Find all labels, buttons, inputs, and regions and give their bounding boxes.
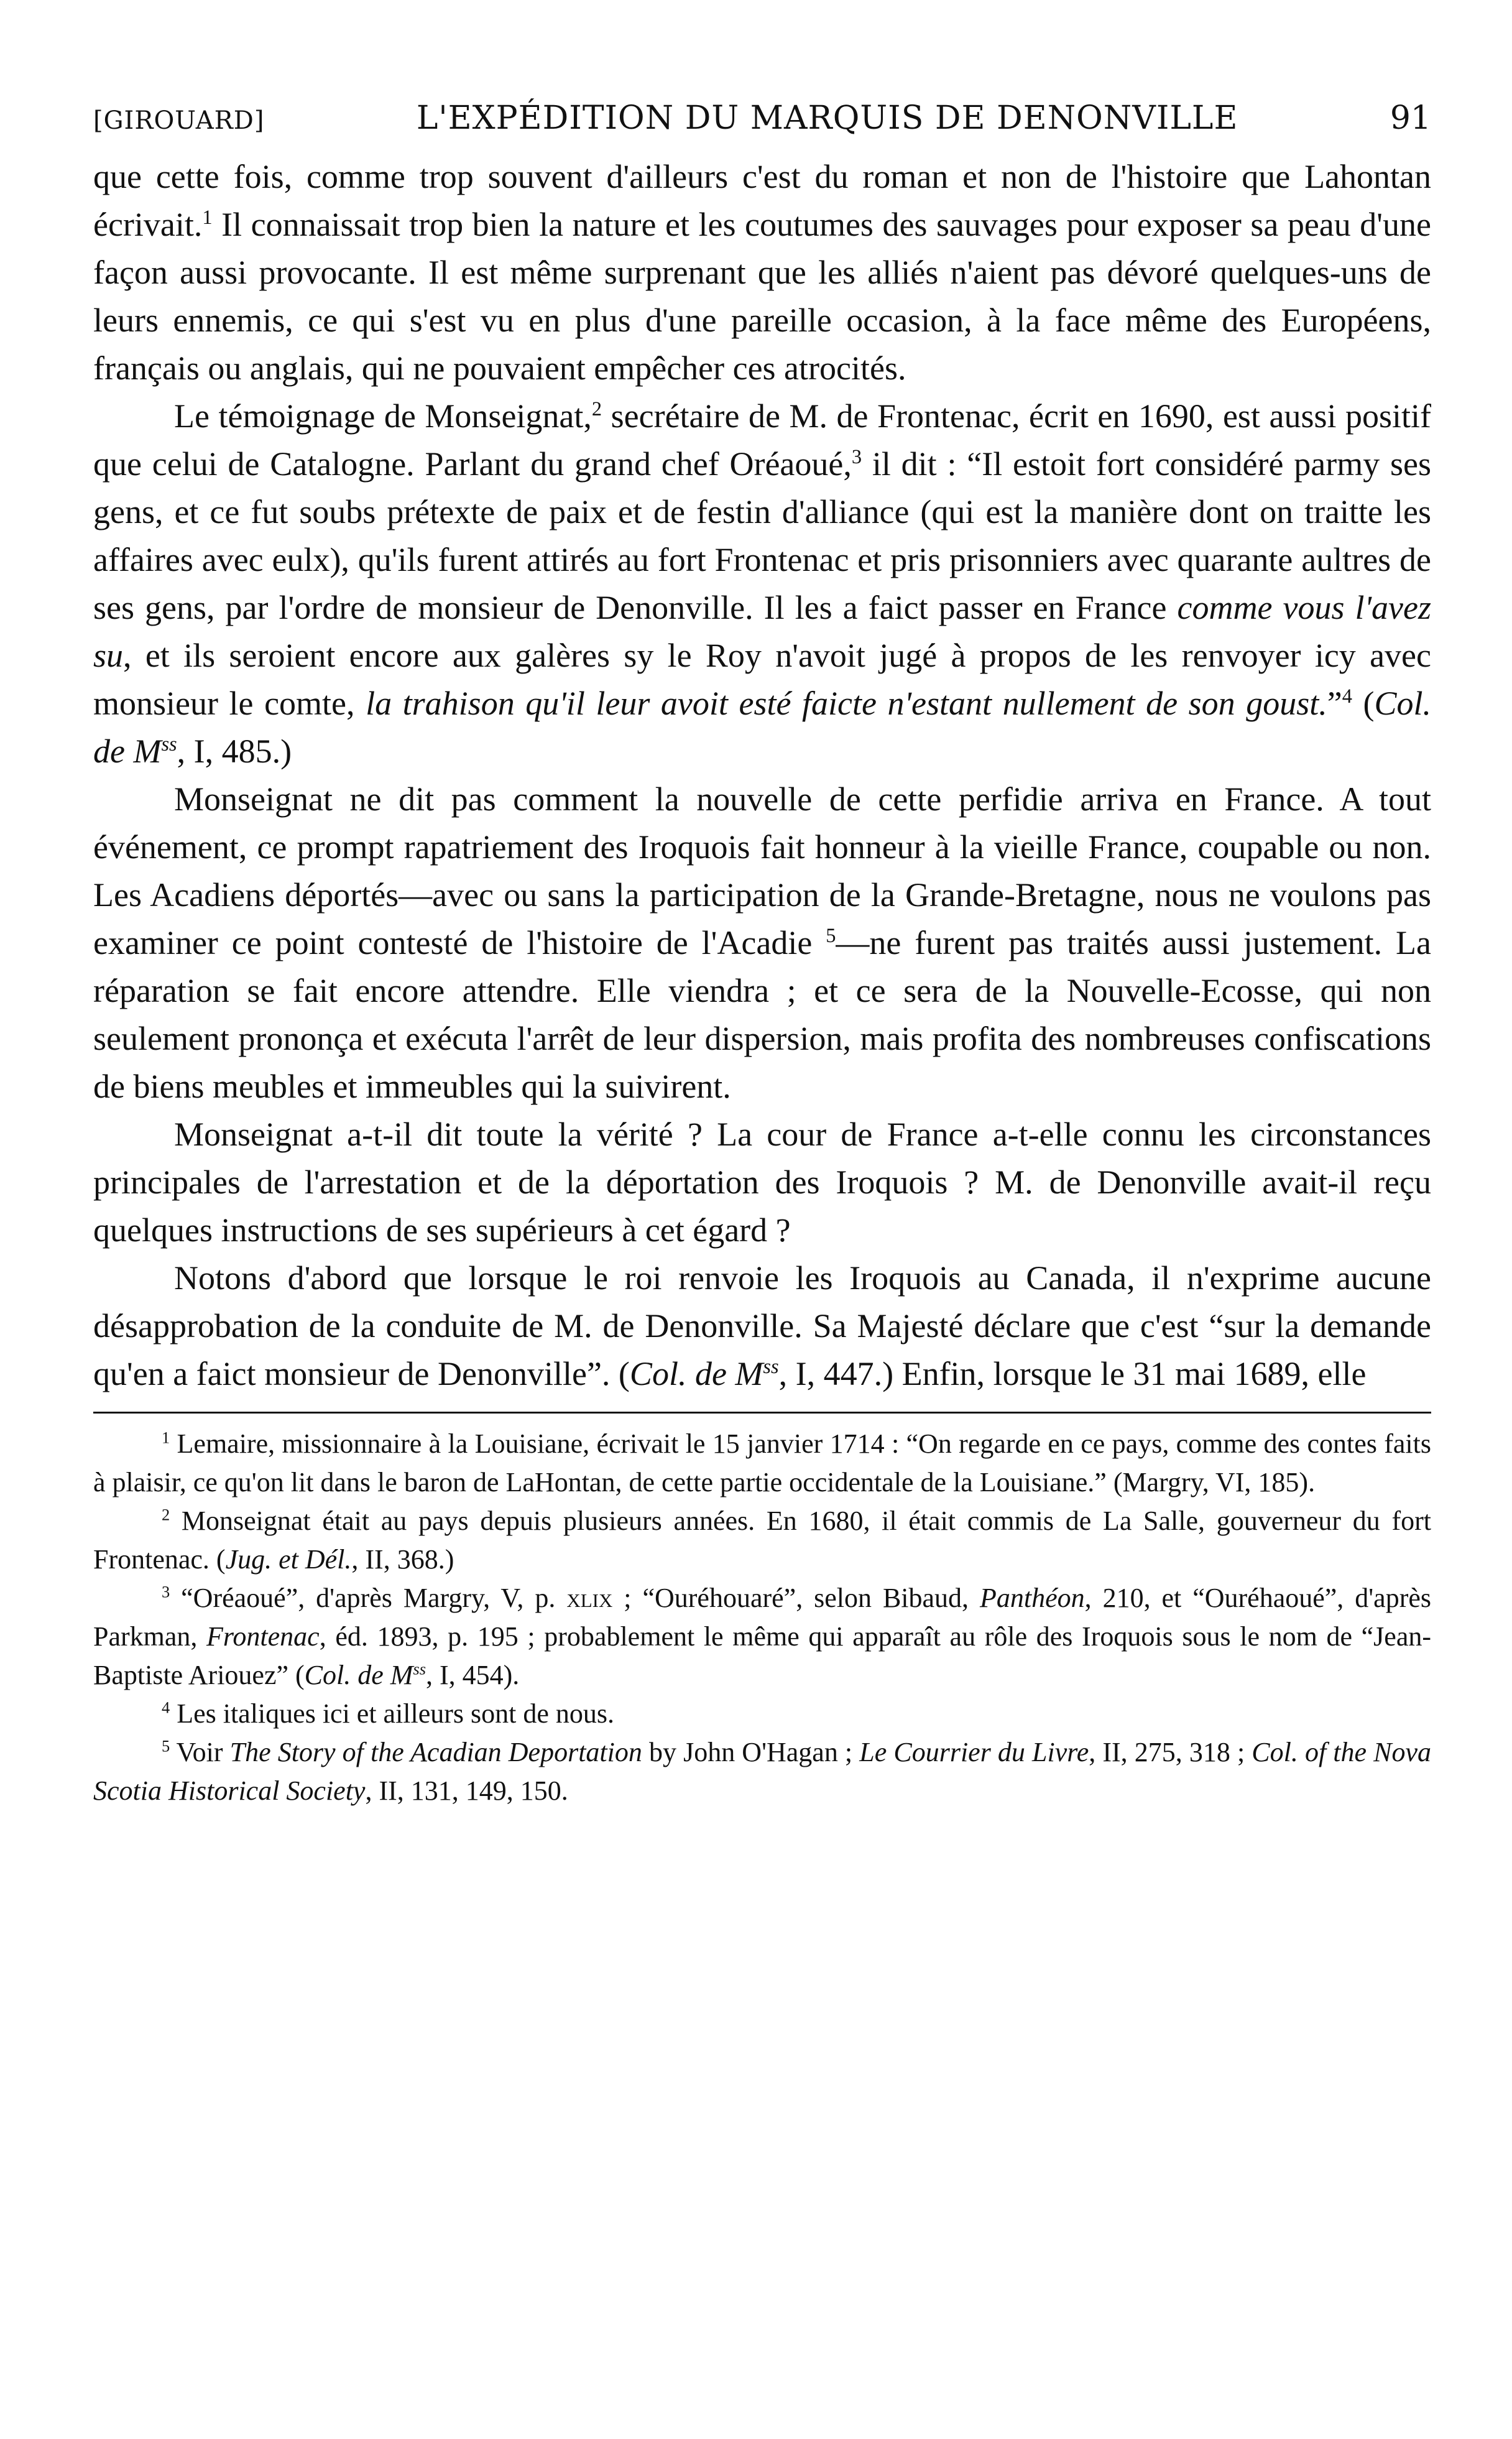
running-head	[93, 93, 1431, 146]
footnotes	[93, 1425, 1431, 1810]
paragraph-1: que cette fois, comme trop souvent d'ailleurs c'est du roman et non de l'histoire que Lahontan écrivait.$^1$ Il connaissait trop bien la nature et les coutumes des sauvages pour exposer sa peau d'une façon aussi provocante. Il est même surprenant que les alliés n'aient pas dévoré quelques-uns de leurs ennemis, ce qui s'est vu en plus d'une pareille occasion, à la face même des Européens, français ou anglais, qui ne pouvaient empêcher ces atrocités.	[93, 158, 1431, 387]
paragraph-5: Notons d'abord que lorsque le roi renvoie les Iroquois au Canada, il n'exprime aucune désapprobation de la conduite de M. de Denonville. Sa Majesté déclare que c'est “sur la demande qu'en a faict monsieur de Denonville”. (Col. de $M^{ss}$, I, 447.) Enfin, lorsque le 31 mai 1689, elle	[93, 1259, 1431, 1392]
footnote-ref-5: 5	[826, 925, 836, 947]
footnote-ref-4: 4	[1342, 685, 1352, 708]
footnote-1: $^1$ Lemaire, missionnaire à la Louisiane, écrivait le 15 janvier 1714 : “On regarde en ce pays, comme des contes faits à plaisir, ce qu'on lit dans le baron de LaHontan, de cette partie occidentale de la Louisiane.” (Margry, VI, 185).	[93, 1428, 1431, 1497]
page-number: 91	[1390, 100, 1431, 137]
footnote-ref-2: 2	[591, 398, 602, 420]
paragraph-3: Monseignat ne dit pas comment la nouvelle de cette perfidie arriva en France. A tout événement, ce prompt rapatriement des Iroquois fait honneur à la vieille France, coupable ou non. Les Acadiens déportés—avec ou sans la participation de la Grande-Bretagne, nous ne voulons pas examiner ce point contesté de l'histoire de l'Acadie $^5$—ne furent pas traités aussi justement. La réparation se fait encore attendre. Elle viendra ; et ce sera de la Nouvelle-Ecosse, qui non seulement prononça et exécuta l'arrêt de leur dispersion, mais profita des nombreuses confiscations de biens meubles et immeubles qui la suivirent.	[93, 780, 1432, 1105]
footnote-ref-1: 1	[202, 206, 213, 229]
footnote-ref-3: 3	[851, 446, 862, 468]
body-text	[93, 153, 1431, 1398]
footnote-divider	[93, 1412, 1431, 1414]
paragraph-2: Le témoignage de Monseignat,$^2$ secrétaire de M. de Frontenac, écrit en 1690, est aussi positif que celui de Catalogne. Parlant du grand chef Oréaoué,$^3$ il dit : “Il estoit fort considéré parmy ses gens, et ce fut soubs prétexte de paix et de festin d'alliance (qui est la manière dont on traitte les affaires avec eulx), qu'ils furent attirés au fort Frontenac et pris prisonniers avec quarante aultres de ses gens, par l'ordre de monsieur de Denonville. Il les a faict passer en France comme vous l'avez su, et ils seroient encore aux galères sy le Roy n'avoit jugé à propos de les renvoyer icy avec monsieur le comte, la trahison qu'il leur avoit esté faicte n'estant nullement de son goust.”$^4$ (Col. de $M^{ss}$, I, 485.)	[93, 397, 1432, 770]
footnote-5: $^5$ Voir The Story of the Acadian Deportation by John O'Hagan ; Le Courrier du Livre, II, 275, 318 ; Col. of the Nova Scotia Historical Society, II, 131, 149, 150.	[93, 1736, 1432, 1806]
running-head-author: [GIROUARD]	[93, 106, 265, 135]
paragraph-4: Monseignat a-t-il dit toute la vérité ? La cour de France a-t-elle connu les circonstances principales de l'arrestation et de la déportation des Iroquois ? M. de Denonville avait-il reçu quelques instructions de ses supérieurs à cet égard ?	[93, 1116, 1431, 1249]
footnote-4: $^4$ Les italiques ici et ailleurs sont de nous.	[162, 1698, 615, 1729]
footnote-3: $^3$ “Oréaoué”, d'après Margry, V, p. xlix ; “Ouréhouaré”, selon Bibaud, Panthéon, 210, et “Ouréhaoué”, d'après Parkman, Frontenac, éd. 1893, p. 195 ; probablement le même qui apparaît au rôle des Iroquois sous le nom de “Jean-Baptiste Ariouez” (Col. de $M^{ss}$, I, 454).	[93, 1582, 1432, 1690]
footnote-2: $^2$ Monseignat était au pays depuis plusieurs années. En 1680, il était commis de La Salle, gouverneur du fort Frontenac. (Jug. et Dél., II, 368.)	[93, 1505, 1431, 1575]
running-head-title: L'EXPÉDITION DU MARQUIS DE DENONVILLE	[416, 100, 1238, 137]
